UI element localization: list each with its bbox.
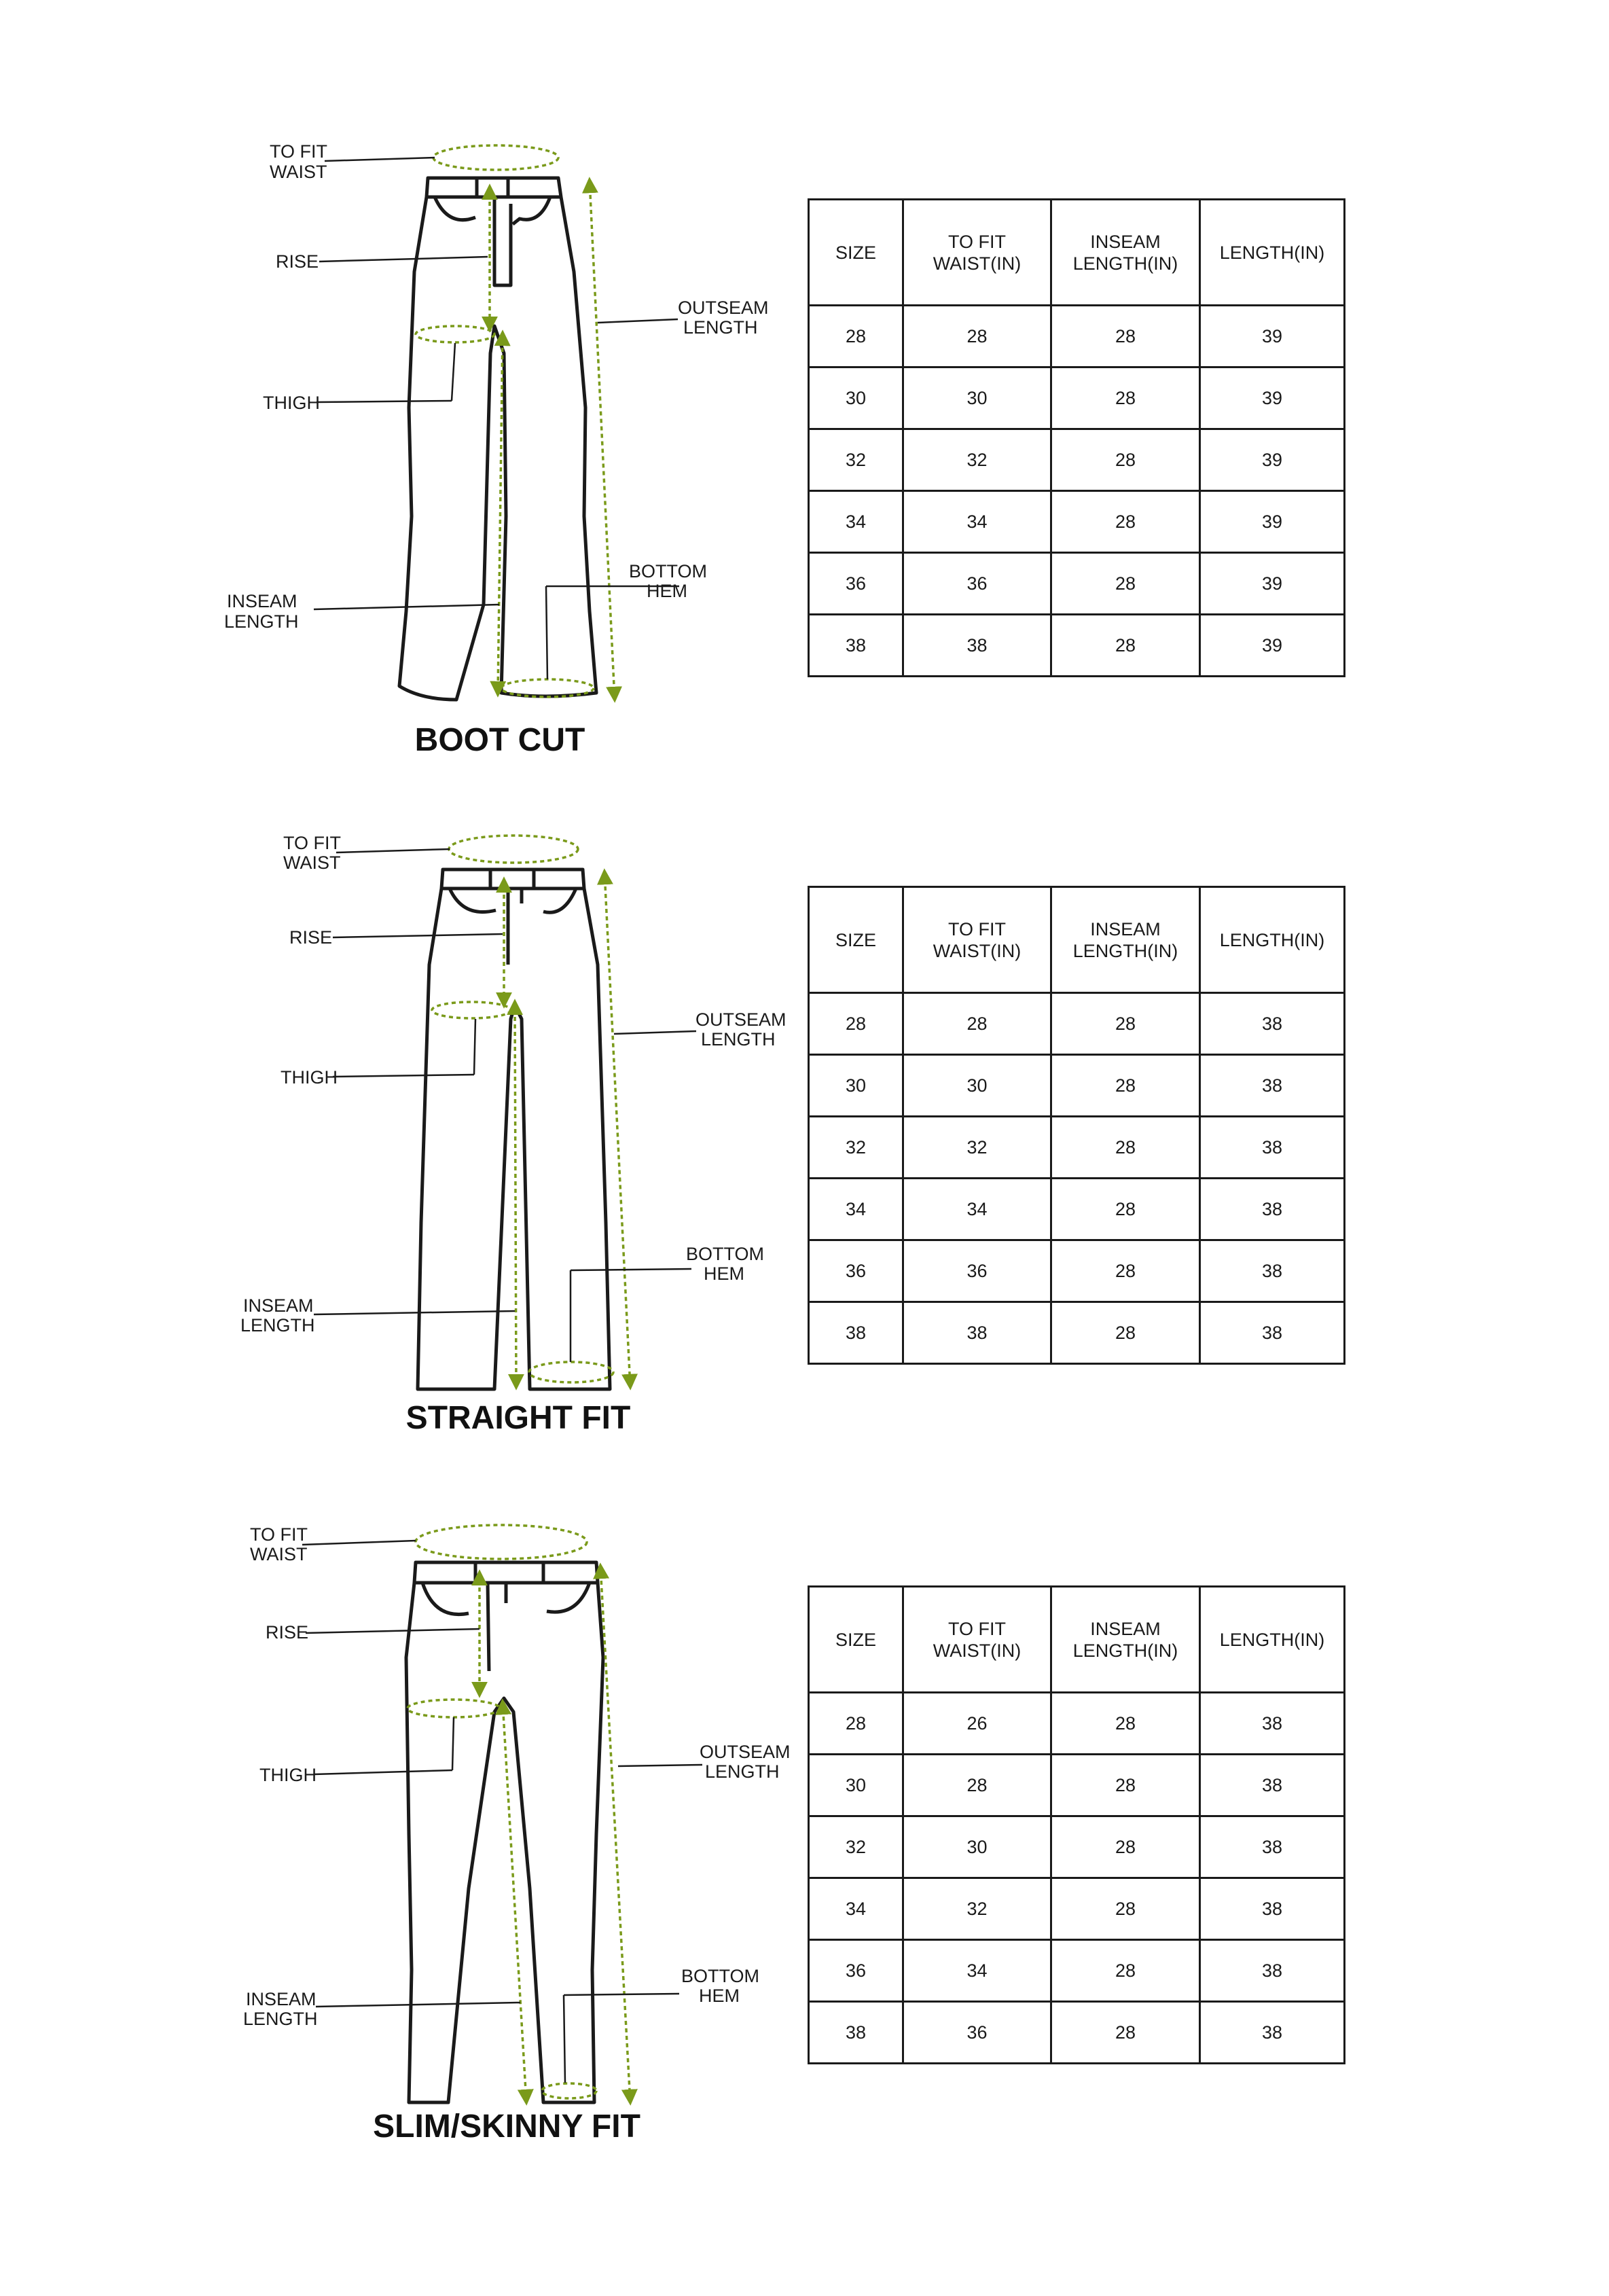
rise-label: RISE bbox=[289, 927, 333, 948]
hem-label-line1: BOTTOM bbox=[629, 561, 708, 581]
cell-size: 28 bbox=[809, 1693, 903, 1755]
table-row bbox=[809, 1693, 1345, 1755]
straight-fit-measurements bbox=[432, 836, 630, 1387]
cell-inseam: 28 bbox=[1051, 1179, 1200, 1240]
cell-size: 28 bbox=[809, 993, 903, 1055]
waist-label-line2: WAIST bbox=[283, 853, 341, 873]
outseam-label-line1: OUTSEAM bbox=[700, 1742, 791, 1762]
waist-label-line2: WAIST bbox=[250, 1544, 308, 1564]
inseam-label-line2: LENGTH bbox=[243, 2009, 318, 2029]
table-row bbox=[809, 1302, 1345, 1364]
cell-waist: 34 bbox=[903, 1940, 1051, 2002]
inseam-label-line2: LENGTH bbox=[224, 611, 299, 632]
cell-inseam: 28 bbox=[1051, 1693, 1200, 1755]
cell-waist: 28 bbox=[903, 1755, 1051, 1816]
cell-size: 34 bbox=[809, 491, 903, 553]
table-row bbox=[809, 429, 1345, 491]
cell-size: 32 bbox=[809, 1816, 903, 1878]
cell-size: 34 bbox=[809, 1878, 903, 1940]
waist-label-line1: TO FIT bbox=[270, 141, 327, 162]
table-row bbox=[809, 553, 1345, 615]
rise-label: RISE bbox=[266, 1622, 309, 1643]
section-boot-cut bbox=[0, 0, 1609, 774]
boot-cut-size-table bbox=[808, 198, 1345, 677]
cell-waist: 36 bbox=[903, 553, 1051, 615]
cell-length: 38 bbox=[1200, 1693, 1345, 1755]
inseam-label-line1: INSEAM bbox=[243, 1295, 314, 1316]
cell-length: 38 bbox=[1200, 993, 1345, 1055]
cell-inseam: 28 bbox=[1051, 2002, 1200, 2064]
cell-waist: 28 bbox=[903, 993, 1051, 1055]
header-waist: TO FIT WAIST(IN) bbox=[903, 887, 1051, 993]
cell-size: 38 bbox=[809, 2002, 903, 2064]
thigh-label: THIGH bbox=[281, 1067, 338, 1088]
cell-inseam: 28 bbox=[1051, 367, 1200, 429]
cell-inseam: 28 bbox=[1051, 1755, 1200, 1816]
cell-length: 39 bbox=[1200, 553, 1345, 615]
boot-cut-labels bbox=[224, 141, 769, 632]
slim-fit-size-table bbox=[808, 1585, 1345, 2064]
hem-label-line2: HEM bbox=[647, 581, 687, 601]
straight-fit-labels bbox=[240, 833, 787, 1335]
cell-waist: 30 bbox=[903, 1055, 1051, 1117]
table-row bbox=[809, 1117, 1345, 1179]
outseam-label-line1: OUTSEAM bbox=[695, 1009, 787, 1030]
slim-fit-labels bbox=[243, 1524, 791, 2029]
cell-inseam: 28 bbox=[1051, 1117, 1200, 1179]
cell-waist: 36 bbox=[903, 2002, 1051, 2064]
header-length: LENGTH(IN) bbox=[1200, 200, 1345, 306]
cell-size: 36 bbox=[809, 553, 903, 615]
cell-length: 38 bbox=[1200, 1755, 1345, 1816]
cell-size: 36 bbox=[809, 1940, 903, 2002]
table-row bbox=[809, 1179, 1345, 1240]
table-header-row bbox=[809, 887, 1345, 993]
inseam-label-line1: INSEAM bbox=[246, 1989, 317, 2009]
table-row bbox=[809, 2002, 1345, 2064]
outseam-label-line1: OUTSEAM bbox=[678, 298, 769, 318]
cell-length: 38 bbox=[1200, 1179, 1345, 1240]
cell-length: 38 bbox=[1200, 1940, 1345, 2002]
slim-fit-diagram bbox=[0, 1501, 801, 2296]
cell-inseam: 28 bbox=[1051, 1302, 1200, 1364]
boot-cut-pants-outline bbox=[399, 178, 596, 700]
header-size: SIZE bbox=[809, 1587, 903, 1693]
outseam-label-line2: LENGTH bbox=[701, 1029, 776, 1050]
cell-length: 38 bbox=[1200, 1816, 1345, 1878]
cell-waist: 28 bbox=[903, 306, 1051, 367]
cell-inseam: 28 bbox=[1051, 1240, 1200, 1302]
hem-label-line1: BOTTOM bbox=[686, 1244, 765, 1264]
header-waist: TO FIT WAIST(IN) bbox=[903, 1587, 1051, 1693]
section-title: SLIM/SKINNY FIT bbox=[373, 2109, 640, 2145]
slim-fit-leader-lines bbox=[302, 1541, 702, 2083]
table-row bbox=[809, 1240, 1345, 1302]
hem-label-line2: HEM bbox=[704, 1263, 744, 1284]
cell-length: 38 bbox=[1200, 1117, 1345, 1179]
slim-fit-pants-outline bbox=[406, 1562, 603, 2102]
table-row bbox=[809, 491, 1345, 553]
section-straight-fit bbox=[0, 774, 1609, 1501]
cell-length: 39 bbox=[1200, 306, 1345, 367]
cell-inseam: 28 bbox=[1051, 615, 1200, 677]
section-title: BOOT CUT bbox=[414, 722, 585, 758]
cell-inseam: 28 bbox=[1051, 1816, 1200, 1878]
cell-size: 28 bbox=[809, 306, 903, 367]
straight-fit-size-table bbox=[808, 886, 1345, 1365]
table-row bbox=[809, 615, 1345, 677]
thigh-label: THIGH bbox=[263, 393, 320, 413]
cell-size: 30 bbox=[809, 1055, 903, 1117]
cell-waist: 38 bbox=[903, 615, 1051, 677]
cell-size: 30 bbox=[809, 367, 903, 429]
cell-length: 38 bbox=[1200, 1240, 1345, 1302]
header-inseam: INSEAM LENGTH(IN) bbox=[1051, 200, 1200, 306]
cell-inseam: 28 bbox=[1051, 1055, 1200, 1117]
cell-waist: 34 bbox=[903, 491, 1051, 553]
straight-fit-diagram bbox=[0, 774, 801, 1501]
cell-inseam: 28 bbox=[1051, 553, 1200, 615]
inseam-label-line1: INSEAM bbox=[227, 591, 297, 611]
table-row bbox=[809, 1816, 1345, 1878]
cell-inseam: 28 bbox=[1051, 993, 1200, 1055]
header-length: LENGTH(IN) bbox=[1200, 887, 1345, 993]
waist-label-line1: TO FIT bbox=[283, 833, 341, 853]
table-header-row bbox=[809, 1587, 1345, 1693]
cell-length: 39 bbox=[1200, 367, 1345, 429]
cell-waist: 36 bbox=[903, 1240, 1051, 1302]
thigh-label: THIGH bbox=[259, 1765, 317, 1785]
waist-label-line1: TO FIT bbox=[250, 1524, 308, 1545]
table-row bbox=[809, 1878, 1345, 1940]
outseam-label-line2: LENGTH bbox=[705, 1761, 780, 1782]
hem-label-line1: BOTTOM bbox=[681, 1966, 760, 1986]
table-row bbox=[809, 367, 1345, 429]
inseam-label-line2: LENGTH bbox=[240, 1315, 315, 1335]
table-row bbox=[809, 1940, 1345, 2002]
cell-length: 39 bbox=[1200, 615, 1345, 677]
cell-length: 38 bbox=[1200, 1055, 1345, 1117]
cell-inseam: 28 bbox=[1051, 491, 1200, 553]
cell-length: 38 bbox=[1200, 2002, 1345, 2064]
header-waist: TO FIT WAIST(IN) bbox=[903, 200, 1051, 306]
cell-waist: 34 bbox=[903, 1179, 1051, 1240]
table-header-row bbox=[809, 200, 1345, 306]
section-title: STRAIGHT FIT bbox=[405, 1400, 631, 1436]
table-row bbox=[809, 993, 1345, 1055]
header-size: SIZE bbox=[809, 200, 903, 306]
cell-size: 38 bbox=[809, 615, 903, 677]
cell-inseam: 28 bbox=[1051, 1878, 1200, 1940]
cell-size: 32 bbox=[809, 1117, 903, 1179]
cell-waist: 30 bbox=[903, 367, 1051, 429]
boot-cut-leader-lines bbox=[314, 158, 679, 679]
cell-waist: 32 bbox=[903, 1117, 1051, 1179]
cell-size: 34 bbox=[809, 1179, 903, 1240]
rise-label: RISE bbox=[276, 251, 319, 272]
cell-size: 30 bbox=[809, 1755, 903, 1816]
cell-waist: 32 bbox=[903, 1878, 1051, 1940]
header-size: SIZE bbox=[809, 887, 903, 993]
cell-waist: 38 bbox=[903, 1302, 1051, 1364]
cell-inseam: 28 bbox=[1051, 1940, 1200, 2002]
cell-waist: 30 bbox=[903, 1816, 1051, 1878]
cell-length: 39 bbox=[1200, 429, 1345, 491]
hem-label-line2: HEM bbox=[699, 1986, 740, 2006]
cell-length: 39 bbox=[1200, 491, 1345, 553]
table-row bbox=[809, 306, 1345, 367]
cell-inseam: 28 bbox=[1051, 306, 1200, 367]
waist-label-line2: WAIST bbox=[270, 162, 327, 182]
cell-waist: 26 bbox=[903, 1693, 1051, 1755]
cell-length: 38 bbox=[1200, 1302, 1345, 1364]
boot-cut-diagram bbox=[0, 0, 801, 774]
table-row bbox=[809, 1755, 1345, 1816]
cell-size: 36 bbox=[809, 1240, 903, 1302]
table-row bbox=[809, 1055, 1345, 1117]
header-length: LENGTH(IN) bbox=[1200, 1587, 1345, 1693]
cell-length: 38 bbox=[1200, 1878, 1345, 1940]
header-inseam: INSEAM LENGTH(IN) bbox=[1051, 1587, 1200, 1693]
cell-size: 32 bbox=[809, 429, 903, 491]
cell-waist: 32 bbox=[903, 429, 1051, 491]
header-inseam: INSEAM LENGTH(IN) bbox=[1051, 887, 1200, 993]
cell-inseam: 28 bbox=[1051, 429, 1200, 491]
cell-size: 38 bbox=[809, 1302, 903, 1364]
outseam-label-line2: LENGTH bbox=[683, 317, 758, 338]
section-slim-skinny-fit bbox=[0, 1501, 1609, 2296]
